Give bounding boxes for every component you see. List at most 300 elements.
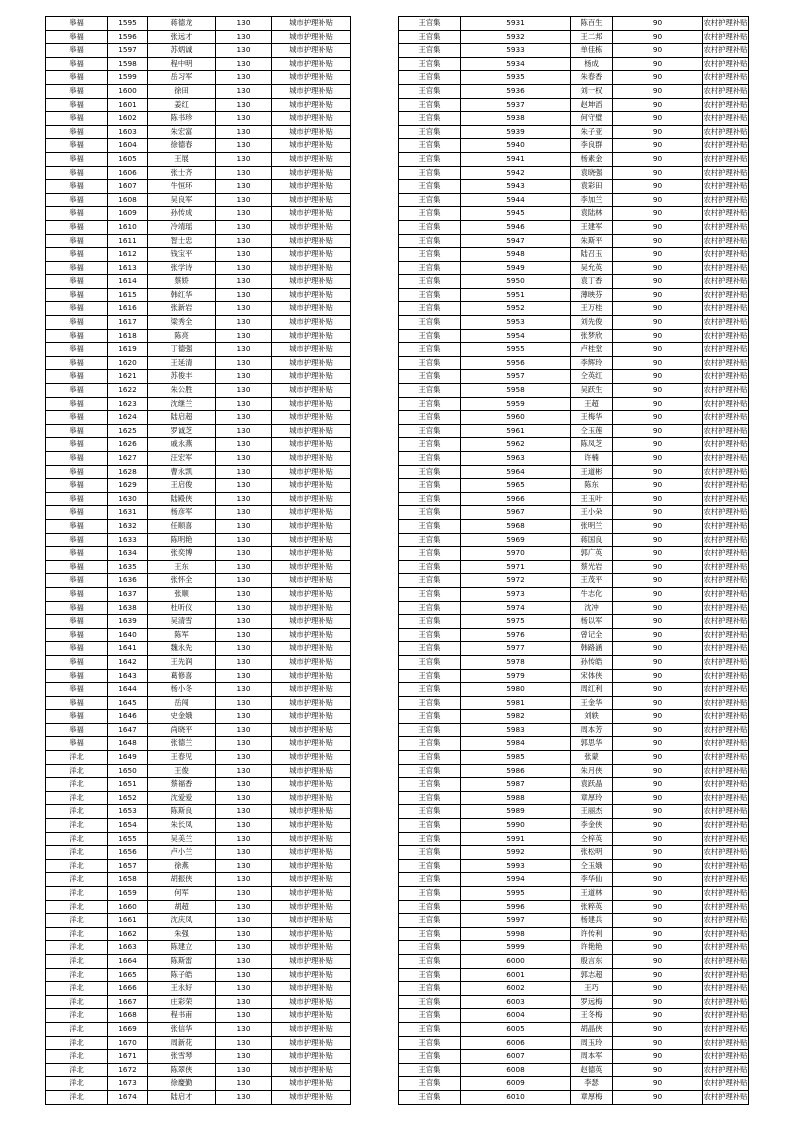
table-row	[399, 234, 749, 248]
subsidy-type-cell: 城市护理补贴	[272, 723, 351, 737]
amount-cell: 90	[613, 166, 703, 180]
subsidy-type-cell: 农村护理补贴	[703, 1022, 749, 1036]
table-row	[46, 764, 351, 778]
name-cell: 曾记全	[571, 628, 613, 642]
town-cell: 王官集	[399, 1063, 461, 1077]
name-cell: 刘轶	[571, 710, 613, 724]
serial-number-cell: 1672	[108, 1063, 148, 1077]
subsidy-type-cell: 城市护理补贴	[272, 954, 351, 968]
name-cell: 张德兰	[148, 737, 216, 751]
amount-cell: 130	[216, 343, 272, 357]
amount-cell: 90	[613, 778, 703, 792]
town-cell: 王官集	[399, 424, 461, 438]
table-row	[46, 547, 351, 561]
table-row	[46, 859, 351, 873]
subsidy-type-cell: 城市护理补贴	[272, 275, 351, 289]
subsidy-type-cell: 城市护理补贴	[272, 220, 351, 234]
serial-number-cell: 5990	[461, 819, 571, 833]
table-row	[46, 370, 351, 384]
name-cell: 何守璧	[571, 112, 613, 126]
amount-cell: 130	[216, 683, 272, 697]
amount-cell: 90	[613, 1009, 703, 1023]
amount-cell: 130	[216, 288, 272, 302]
amount-cell: 90	[613, 234, 703, 248]
table-row	[46, 438, 351, 452]
name-cell: 张顺	[148, 587, 216, 601]
name-cell: 卢桂堂	[571, 343, 613, 357]
name-cell: 朱月侠	[571, 764, 613, 778]
subsidy-type-cell: 农村护理补贴	[703, 57, 749, 71]
amount-cell: 130	[216, 438, 272, 452]
name-cell: 赵坤滔	[571, 98, 613, 112]
serial-number-cell: 1624	[108, 411, 148, 425]
table-row	[46, 506, 351, 520]
table-row	[399, 438, 749, 452]
subsidy-type-cell: 城市护理补贴	[272, 1090, 351, 1104]
subsidy-type-cell: 城市护理补贴	[272, 438, 351, 452]
subsidy-type-cell: 城市护理补贴	[272, 98, 351, 112]
name-cell: 梁秀全	[148, 316, 216, 330]
table-row	[399, 384, 749, 398]
amount-cell: 130	[216, 506, 272, 520]
subsidy-type-cell: 城市护理补贴	[272, 44, 351, 58]
town-cell: 皋福	[46, 84, 108, 98]
subsidy-type-cell: 农村护理补贴	[703, 316, 749, 330]
subsidy-type-cell: 农村护理补贴	[703, 1036, 749, 1050]
table-row	[399, 207, 749, 221]
name-cell: 王先润	[148, 655, 216, 669]
town-cell: 王官集	[399, 180, 461, 194]
subsidy-type-cell: 城市护理补贴	[272, 628, 351, 642]
subsidy-type-cell: 城市护理补贴	[272, 846, 351, 860]
name-cell: 沈爱爱	[148, 791, 216, 805]
town-cell: 王官集	[399, 683, 461, 697]
subsidy-type-cell: 城市护理补贴	[272, 1063, 351, 1077]
subsidy-type-cell: 城市护理补贴	[272, 655, 351, 669]
subsidy-type-cell: 农村护理补贴	[703, 329, 749, 343]
town-cell: 王官集	[399, 547, 461, 561]
subsidy-type-cell: 城市护理补贴	[272, 261, 351, 275]
town-cell: 王官集	[399, 995, 461, 1009]
serial-number-cell: 1643	[108, 669, 148, 683]
name-cell: 张明兰	[571, 519, 613, 533]
amount-cell: 90	[613, 927, 703, 941]
subsidy-type-cell: 城市护理补贴	[272, 696, 351, 710]
subsidy-type-cell: 城市护理补贴	[272, 370, 351, 384]
name-cell: 蔡福香	[148, 778, 216, 792]
town-cell: 王官集	[399, 288, 461, 302]
serial-number-cell: 1665	[108, 968, 148, 982]
amount-cell: 130	[216, 397, 272, 411]
amount-cell: 90	[613, 900, 703, 914]
serial-number-cell: 1629	[108, 479, 148, 493]
subsidy-type-cell: 农村护理补贴	[703, 751, 749, 765]
table-row	[46, 873, 351, 887]
town-cell: 洋北	[46, 805, 108, 819]
subsidy-type-cell: 农村护理补贴	[703, 914, 749, 928]
name-cell: 戚永燕	[148, 438, 216, 452]
town-cell: 皋福	[46, 248, 108, 262]
amount-cell: 130	[216, 995, 272, 1009]
table-row	[46, 914, 351, 928]
town-cell: 王官集	[399, 873, 461, 887]
town-cell: 洋北	[46, 819, 108, 833]
amount-cell: 90	[613, 547, 703, 561]
table-row	[399, 819, 749, 833]
serial-number-cell: 5976	[461, 628, 571, 642]
serial-number-cell: 1617	[108, 316, 148, 330]
name-cell: 王永好	[148, 982, 216, 996]
subsidy-type-cell: 农村护理补贴	[703, 112, 749, 126]
amount-cell: 90	[613, 819, 703, 833]
name-cell: 陈斯良	[148, 805, 216, 819]
name-cell: 朱强	[148, 927, 216, 941]
serial-number-cell: 5954	[461, 329, 571, 343]
serial-number-cell: 6009	[461, 1077, 571, 1091]
subsidy-type-cell: 农村护理补贴	[703, 1009, 749, 1023]
subsidy-type-cell: 农村护理补贴	[703, 519, 749, 533]
table-row	[399, 71, 749, 85]
serial-number-cell: 5945	[461, 207, 571, 221]
town-cell: 皋福	[46, 683, 108, 697]
table-row	[46, 628, 351, 642]
town-cell: 皋福	[46, 30, 108, 44]
town-cell: 王官集	[399, 1009, 461, 1023]
town-cell: 王官集	[399, 356, 461, 370]
serial-number-cell: 5966	[461, 492, 571, 506]
amount-cell: 130	[216, 696, 272, 710]
table-row	[399, 479, 749, 493]
town-cell: 王官集	[399, 696, 461, 710]
serial-number-cell: 5938	[461, 112, 571, 126]
serial-number-cell: 5992	[461, 846, 571, 860]
amount-cell: 130	[216, 1050, 272, 1064]
name-cell: 许艳艳	[571, 941, 613, 955]
serial-number-cell: 1633	[108, 533, 148, 547]
table-row	[399, 533, 749, 547]
subsidy-type-cell: 农村护理补贴	[703, 560, 749, 574]
serial-number-cell: 1648	[108, 737, 148, 751]
serial-number-cell: 1608	[108, 193, 148, 207]
name-cell: 许楠	[571, 452, 613, 466]
table-row	[46, 234, 351, 248]
table-row	[399, 805, 749, 819]
town-cell: 洋北	[46, 887, 108, 901]
serial-number-cell: 1600	[108, 84, 148, 98]
amount-cell: 90	[613, 615, 703, 629]
amount-cell: 90	[613, 723, 703, 737]
table-row	[46, 479, 351, 493]
subsidy-type-cell: 农村护理补贴	[703, 166, 749, 180]
serial-number-cell: 5988	[461, 791, 571, 805]
name-cell: 王展	[148, 152, 216, 166]
name-cell: 赵德英	[571, 1063, 613, 1077]
name-cell: 周新花	[148, 1036, 216, 1050]
subsidy-type-cell: 城市护理补贴	[272, 125, 351, 139]
subsidy-type-cell: 农村护理补贴	[703, 248, 749, 262]
town-cell: 皋福	[46, 370, 108, 384]
amount-cell: 130	[216, 261, 272, 275]
amount-cell: 130	[216, 655, 272, 669]
table-row	[46, 941, 351, 955]
amount-cell: 90	[613, 506, 703, 520]
serial-number-cell: 5947	[461, 234, 571, 248]
table-row	[46, 791, 351, 805]
subsidy-type-cell: 城市护理补贴	[272, 601, 351, 615]
subsidy-type-cell: 农村护理补贴	[703, 479, 749, 493]
serial-number-cell: 1605	[108, 152, 148, 166]
town-cell: 洋北	[46, 1050, 108, 1064]
serial-number-cell: 5980	[461, 683, 571, 697]
amount-cell: 130	[216, 710, 272, 724]
serial-number-cell: 5999	[461, 941, 571, 955]
town-cell: 皋福	[46, 669, 108, 683]
subsidy-type-cell: 农村护理补贴	[703, 954, 749, 968]
table-row	[399, 302, 749, 316]
table-row	[46, 44, 351, 58]
serial-number-cell: 1650	[108, 764, 148, 778]
name-cell: 王二邦	[571, 30, 613, 44]
subsidy-type-cell: 农村护理补贴	[703, 900, 749, 914]
serial-number-cell: 1660	[108, 900, 148, 914]
amount-cell: 90	[613, 452, 703, 466]
amount-cell: 90	[613, 465, 703, 479]
town-cell: 皋福	[46, 193, 108, 207]
name-cell: 罗远梅	[571, 995, 613, 1009]
town-cell: 皋福	[46, 452, 108, 466]
serial-number-cell: 1668	[108, 1009, 148, 1023]
name-cell: 徐燕	[148, 859, 216, 873]
subsidy-type-cell: 农村护理补贴	[703, 1090, 749, 1104]
name-cell: 蔡娇	[148, 275, 216, 289]
table-row	[46, 207, 351, 221]
town-cell: 皋福	[46, 397, 108, 411]
town-cell: 洋北	[46, 846, 108, 860]
subsidy-type-cell: 农村护理补贴	[703, 384, 749, 398]
table-row	[46, 832, 351, 846]
table-row	[399, 696, 749, 710]
table-row	[399, 900, 749, 914]
serial-number-cell: 1655	[108, 832, 148, 846]
subsidy-type-cell: 农村护理补贴	[703, 859, 749, 873]
subsidy-type-cell: 城市护理补贴	[272, 805, 351, 819]
serial-number-cell: 1621	[108, 370, 148, 384]
subsidy-type-cell: 农村护理补贴	[703, 492, 749, 506]
subsidy-type-cell: 农村护理补贴	[703, 846, 749, 860]
town-cell: 王官集	[399, 751, 461, 765]
town-cell: 皋福	[46, 601, 108, 615]
serial-number-cell: 5950	[461, 275, 571, 289]
subsidy-type-cell: 城市护理补贴	[272, 832, 351, 846]
amount-cell: 90	[613, 275, 703, 289]
serial-number-cell: 1637	[108, 587, 148, 601]
town-cell: 洋北	[46, 982, 108, 996]
serial-number-cell: 1670	[108, 1036, 148, 1050]
amount-cell: 90	[613, 125, 703, 139]
table-row	[399, 941, 749, 955]
amount-cell: 130	[216, 452, 272, 466]
subsidy-type-cell: 农村护理补贴	[703, 683, 749, 697]
serial-number-cell: 5971	[461, 560, 571, 574]
subsidy-type-cell: 农村护理补贴	[703, 723, 749, 737]
town-cell: 洋北	[46, 832, 108, 846]
amount-cell: 90	[613, 791, 703, 805]
serial-number-cell: 5957	[461, 370, 571, 384]
subsidy-type-cell: 农村护理补贴	[703, 764, 749, 778]
serial-number-cell: 5982	[461, 710, 571, 724]
table-row	[399, 112, 749, 126]
town-cell: 洋北	[46, 1009, 108, 1023]
name-cell: 王巧	[571, 982, 613, 996]
table-row	[46, 1009, 351, 1023]
town-cell: 王官集	[399, 723, 461, 737]
serial-number-cell: 5946	[461, 220, 571, 234]
amount-cell: 90	[613, 248, 703, 262]
subsidy-type-cell: 城市护理补贴	[272, 900, 351, 914]
amount-cell: 130	[216, 1022, 272, 1036]
serial-number-cell: 1620	[108, 356, 148, 370]
table-row	[399, 764, 749, 778]
town-cell: 皋福	[46, 275, 108, 289]
table-row	[46, 465, 351, 479]
serial-number-cell: 1658	[108, 873, 148, 887]
town-cell: 王官集	[399, 1050, 461, 1064]
table-row	[399, 846, 749, 860]
name-cell: 王金华	[571, 696, 613, 710]
serial-number-cell: 1663	[108, 941, 148, 955]
town-cell: 王官集	[399, 669, 461, 683]
serial-number-cell: 5979	[461, 669, 571, 683]
table-row	[399, 547, 749, 561]
serial-number-cell: 1623	[108, 397, 148, 411]
table-row	[399, 1077, 749, 1091]
name-cell: 徐德春	[148, 139, 216, 153]
town-cell: 王官集	[399, 628, 461, 642]
amount-cell: 130	[216, 44, 272, 58]
subsidy-type-cell: 农村护理补贴	[703, 574, 749, 588]
subsidy-type-cell: 城市护理补贴	[272, 887, 351, 901]
name-cell: 刘先俊	[571, 316, 613, 330]
town-cell: 王官集	[399, 601, 461, 615]
subsidy-type-cell: 农村护理补贴	[703, 84, 749, 98]
serial-number-cell: 5932	[461, 30, 571, 44]
serial-number-cell: 5984	[461, 737, 571, 751]
amount-cell: 90	[613, 941, 703, 955]
table-row	[46, 424, 351, 438]
town-cell: 王官集	[399, 764, 461, 778]
subsidy-type-cell: 城市护理补贴	[272, 1050, 351, 1064]
town-cell: 皋福	[46, 207, 108, 221]
amount-cell: 130	[216, 1009, 272, 1023]
subsidy-type-cell: 城市护理补贴	[272, 356, 351, 370]
town-cell: 皋福	[46, 465, 108, 479]
town-cell: 皋福	[46, 302, 108, 316]
subsidy-type-cell: 农村护理补贴	[703, 438, 749, 452]
amount-cell: 90	[613, 1090, 703, 1104]
serial-number-cell: 1662	[108, 927, 148, 941]
name-cell: 王梅华	[571, 411, 613, 425]
subsidy-type-cell: 农村护理补贴	[703, 98, 749, 112]
name-cell: 许传利	[571, 927, 613, 941]
name-cell: 单佳栋	[571, 44, 613, 58]
table-row	[46, 1063, 351, 1077]
town-cell: 王官集	[399, 248, 461, 262]
table-row	[46, 275, 351, 289]
name-cell: 王延清	[148, 356, 216, 370]
amount-cell: 130	[216, 628, 272, 642]
name-cell: 韩红华	[148, 288, 216, 302]
subsidy-type-cell: 城市护理补贴	[272, 30, 351, 44]
name-cell: 牛志化	[571, 587, 613, 601]
subsidy-type-cell: 城市护理补贴	[272, 288, 351, 302]
serial-number-cell: 5963	[461, 452, 571, 466]
subsidy-type-cell: 城市护理补贴	[272, 166, 351, 180]
subsidy-type-cell: 城市护理补贴	[272, 397, 351, 411]
serial-number-cell: 5937	[461, 98, 571, 112]
name-cell: 张雪琴	[148, 1050, 216, 1064]
subsidy-type-cell: 城市护理补贴	[272, 968, 351, 982]
serial-number-cell: 5956	[461, 356, 571, 370]
amount-cell: 130	[216, 275, 272, 289]
table-row	[399, 30, 749, 44]
subsidy-type-cell: 农村护理补贴	[703, 601, 749, 615]
amount-cell: 130	[216, 207, 272, 221]
amount-cell: 90	[613, 98, 703, 112]
town-cell: 王官集	[399, 968, 461, 982]
amount-cell: 90	[613, 356, 703, 370]
table-row	[46, 778, 351, 792]
name-cell: 朱春香	[571, 71, 613, 85]
serial-number-cell: 1603	[108, 125, 148, 139]
amount-cell: 130	[216, 139, 272, 153]
serial-number-cell: 5972	[461, 574, 571, 588]
town-cell: 皋福	[46, 166, 108, 180]
table-row	[46, 193, 351, 207]
table-row	[399, 615, 749, 629]
serial-number-cell: 1607	[108, 180, 148, 194]
table-row	[399, 982, 749, 996]
subsidy-type-cell: 城市护理补贴	[272, 1022, 351, 1036]
subsidy-type-cell: 城市护理补贴	[272, 139, 351, 153]
town-cell: 王官集	[399, 384, 461, 398]
subsidy-type-cell: 农村护理补贴	[703, 1050, 749, 1064]
serial-number-cell: 1601	[108, 98, 148, 112]
name-cell: 杜听仪	[148, 601, 216, 615]
table-row	[46, 180, 351, 194]
subsidy-type-cell: 城市护理补贴	[272, 112, 351, 126]
serial-number-cell: 1647	[108, 723, 148, 737]
town-cell: 洋北	[46, 1090, 108, 1104]
town-cell: 洋北	[46, 968, 108, 982]
table-row	[399, 139, 749, 153]
amount-cell: 90	[613, 112, 703, 126]
town-cell: 王官集	[399, 17, 461, 31]
table-row	[399, 914, 749, 928]
subsidy-type-cell: 城市护理补贴	[272, 57, 351, 71]
town-cell: 王官集	[399, 778, 461, 792]
subsidy-type-cell: 城市护理补贴	[272, 764, 351, 778]
town-cell: 皋福	[46, 57, 108, 71]
serial-number-cell: 1656	[108, 846, 148, 860]
table-row	[399, 261, 749, 275]
subsidy-type-cell: 农村护理补贴	[703, 125, 749, 139]
subsidy-type-cell: 农村护理补贴	[703, 968, 749, 982]
town-cell: 皋福	[46, 438, 108, 452]
amount-cell: 90	[613, 397, 703, 411]
subsidy-type-cell: 城市护理补贴	[272, 329, 351, 343]
subsidy-type-cell: 城市护理补贴	[272, 859, 351, 873]
left-roster-table	[45, 16, 351, 1105]
